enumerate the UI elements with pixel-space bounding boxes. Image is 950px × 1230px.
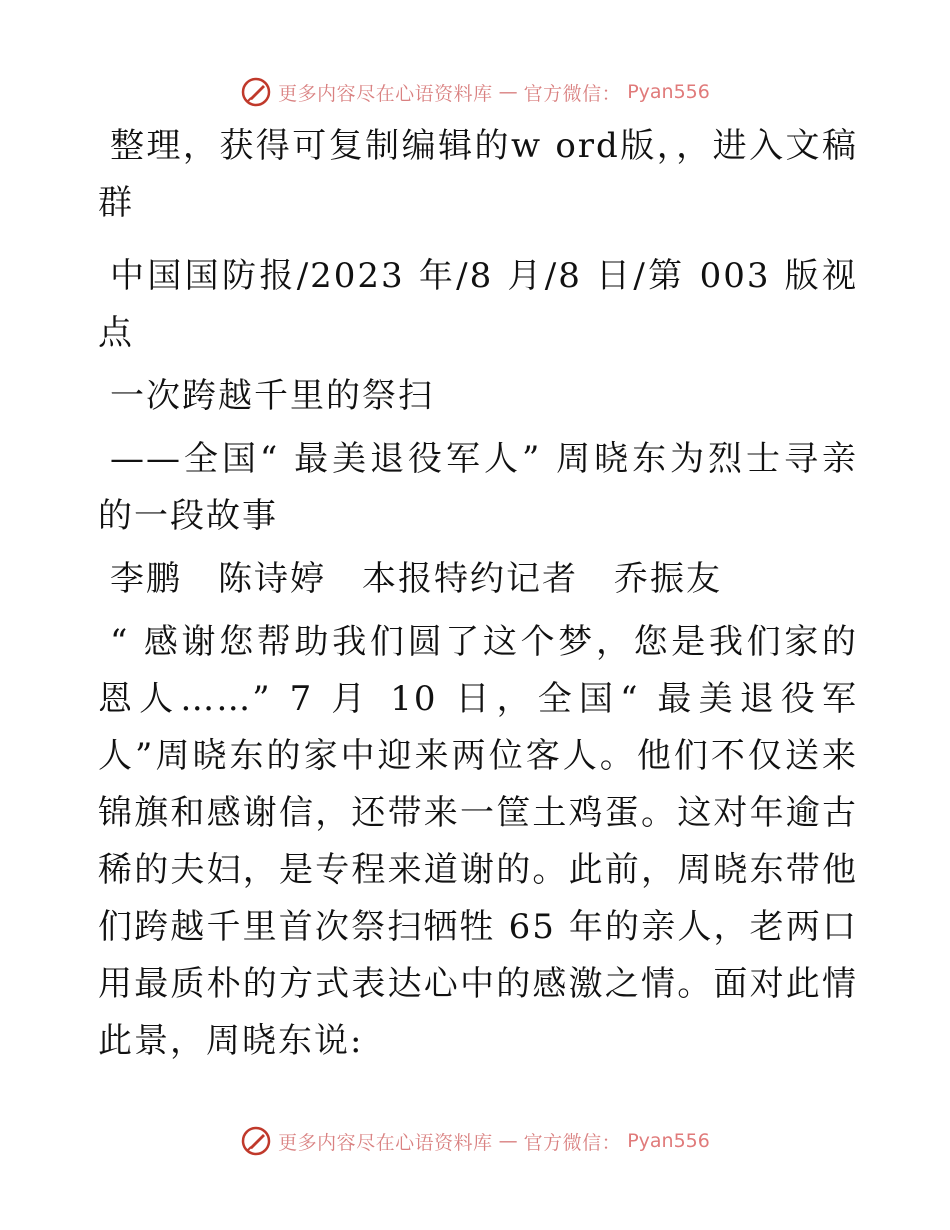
watermark-text: 更多内容尽在心语资料库	[278, 1131, 493, 1154]
header-watermark	[0, 76, 950, 108]
quill-logo-icon	[240, 1125, 272, 1157]
watermark-label: 官方微信：	[523, 82, 622, 105]
watermark-separator: —	[498, 1130, 518, 1152]
intro-line: 整理，获得可复制编辑的w ord版，，进入文稿群	[98, 126, 858, 223]
quill-logo-icon	[240, 76, 272, 108]
body-paragraph: “ 感谢您帮助我们圆了这个梦，您是我们家的恩人……” 7 月 10 日，全国“ 最美退役军人”周晓东的家中迎来两位客人。他们不仅送来锦旗和感谢信，还带来一筐土鸡蛋。这对年逾古稀的夫妇，是专程来道谢的。此前，周晓东带他们跨越千里首次祭扫牺牲 65 年的亲人，老两口用最质朴的方式表达心中的感激之情。面对此情此景，周晓东说:	[98, 622, 858, 1061]
article-title: 一次跨越千里的祭扫	[110, 376, 434, 416]
author-line: 李鹏 陈诗婷 本报特约记者 乔振友	[110, 559, 722, 599]
watermark-separator: —	[498, 81, 518, 103]
watermark-id: Pyan556	[627, 81, 710, 103]
footer-watermark	[0, 1125, 950, 1157]
document-body	[98, 118, 858, 1070]
source-line: 中国国防报/2023 年/8 月/8 日/第 003 版视点	[98, 256, 858, 353]
watermark-label: 官方微信：	[523, 1131, 622, 1154]
watermark-id: Pyan556	[627, 1130, 710, 1152]
article-subtitle: ——全国“ 最美退役军人” 周晓东为烈士寻亲的一段故事	[98, 439, 858, 536]
watermark-text: 更多内容尽在心语资料库	[278, 82, 493, 105]
